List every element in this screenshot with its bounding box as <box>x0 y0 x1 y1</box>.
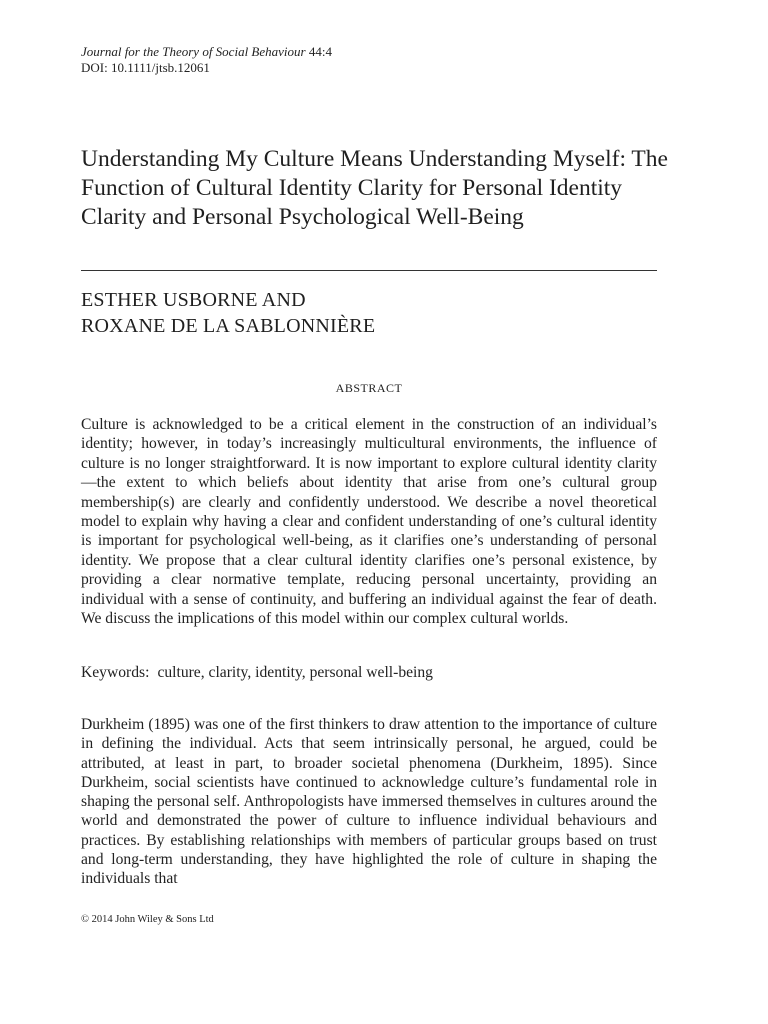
abstract-text: Culture is acknowledged to be a critical element in the construction of an individual’s identity; however, in today’s increasingly multicultural environments, the influence of culture is no longer straightforward. It is now important to explore cultural identity clarity—the extent to which beliefs about identity that arise from one’s cultural group membership(s) are clearly and confidently understood. We describe a novel theoretical model to explain why having a clear and confident understanding of one’s cultural identity is important for psychological well-being, as it clarifies one’s understanding of personal identity. We propose that a clear cultural identity clarifies one’s personal existence, by providing a clear normative template, reducing personal uncertainty, providing an individual with a sense of continuity, and buffering an individual against the fear of death. We discuss the implications of this model within our complex cultural worlds. <box>81 416 657 628</box>
author-list <box>81 287 375 339</box>
keywords <box>81 663 657 683</box>
author-line: ESTHER USBORNE AND <box>81 289 306 311</box>
paper-page <box>81 44 668 925</box>
abstract-heading: ABSTRACT <box>335 381 403 395</box>
copyright-notice: © 2014 John Wiley & Sons Ltd <box>81 914 214 925</box>
keywords-label: Keywords: <box>81 664 150 681</box>
journal-citation <box>81 44 657 60</box>
article-title: Understanding My Culture Means Understanding Myself: The Function of Cultural Identity Clarity for Personal Identity Clarity and Personal Psychological Well-Being <box>81 146 668 230</box>
title-divider <box>81 270 657 271</box>
keywords-value: culture, clarity, identity, personal well-being <box>157 664 433 681</box>
doi: DOI: 10.1111/jtsb.12061 <box>81 60 210 75</box>
journal-volume-issue: 44:4 <box>308 44 332 59</box>
body-paragraph: Durkheim (1895) was one of the first thinkers to draw attention to the importance of culture in defining the individual. Acts that seem intrinsically personal, he argued, could be attributed, at least in part, to broader societal phenomena (Durkheim, 1895). Since Durkheim, social scientists have continued to acknowledge culture’s fundamental role in shaping the personal self. Anthropologists have immersed themselves in cultures around the world and demonstrated the power of culture to influence individual behaviours and practices. By establishing relationships with members of particular groups based on trust and long-term understanding, they have highlighted the role of culture in shaping the individuals that <box>81 716 657 888</box>
journal-name: Journal for the Theory of Social Behaviour <box>81 44 306 59</box>
author-line: ROXANE DE LA SABLONNIÈRE <box>81 315 376 337</box>
